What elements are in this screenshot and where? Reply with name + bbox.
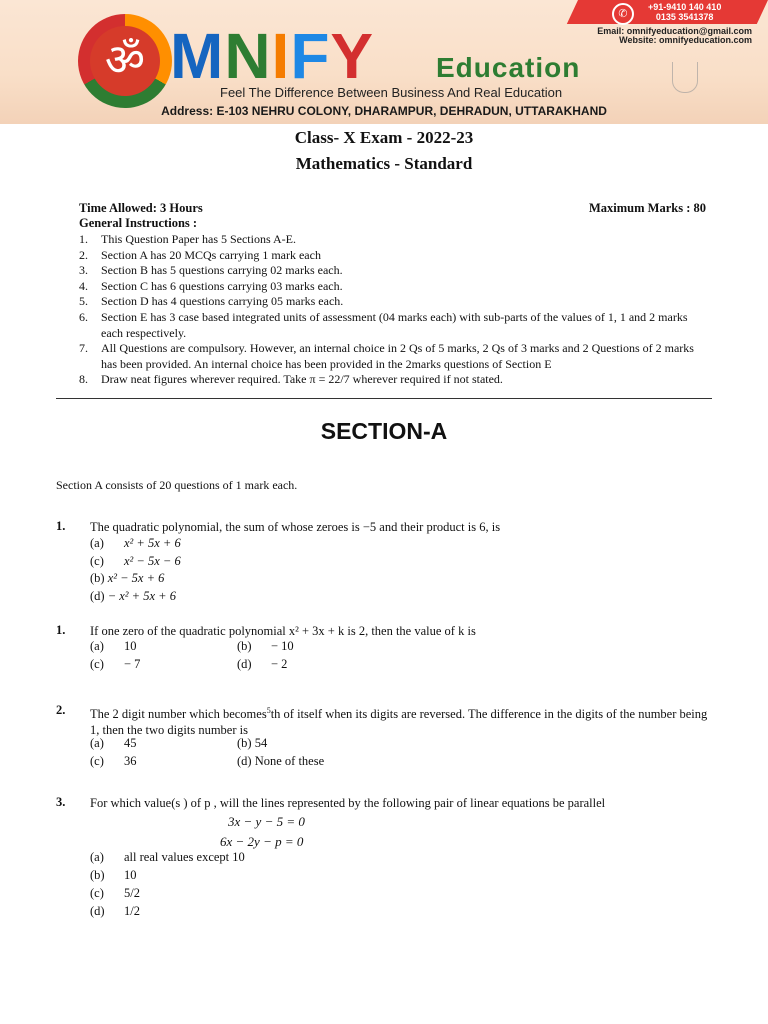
time-allowed: Time Allowed: 3 Hours — [79, 201, 203, 215]
option-c[interactable] — [90, 886, 140, 901]
instruction-number: 7. — [79, 341, 88, 356]
exam-subject: Mathematics - Standard — [295, 154, 473, 173]
option-text: all real values except 10 — [124, 850, 245, 864]
instruction-item — [79, 294, 711, 310]
address: Address: E-103 NEHRU COLONY, DHARAMPUR, DEHRADUN, UTTARAKHAND — [161, 104, 607, 118]
instruction-text: Section C has 6 questions carrying 03 marks each. — [101, 278, 343, 293]
option-label: (a) — [90, 850, 104, 864]
stem-text: The 2 digit number which becomes — [90, 707, 267, 722]
instruction-number: 1. — [79, 232, 88, 246]
question-stem: If one zero of the quadratic polynomial x² + 3x + k is 2, then the value of k is — [90, 624, 476, 638]
instruction-item — [79, 372, 711, 388]
om-glyph: ॐ — [90, 26, 160, 96]
exam-title: Class- X Exam - 2022-23 — [294, 128, 474, 147]
option-d[interactable] — [90, 904, 140, 919]
phone-2: 0135 3541378 — [655, 12, 714, 22]
option-label: (c) — [90, 754, 104, 768]
stem-text: th of itself when its digits are reversed. The difference in the digits of the number being 1, then the two digits number is — [90, 707, 708, 738]
fraction-mark: 5 — [266, 706, 271, 715]
question-number: 2. — [56, 703, 66, 717]
instructions-list — [79, 232, 711, 388]
option-label: (a) — [90, 736, 104, 750]
question-number: 1. — [56, 519, 66, 533]
option-text: − 2 — [271, 657, 288, 671]
option-c[interactable] — [90, 657, 140, 672]
website-text: Website: omnifyeducation.com — [619, 35, 752, 45]
option-a[interactable] — [90, 850, 245, 865]
instruction-text: This Question Paper has 5 Sections A-E. — [101, 232, 296, 246]
option-text: 5/2 — [124, 886, 140, 900]
option-text: x² − 5x − 6 — [124, 554, 181, 568]
section-note: Section A consists of 20 questions of 1 mark each. — [56, 478, 298, 492]
option-label: (b) — [237, 736, 252, 750]
option-label: (c) — [90, 657, 104, 671]
option-text: − 7 — [124, 657, 141, 671]
equation-1: 3x − y − 5 = 0 — [228, 814, 305, 829]
option-label: (d) — [237, 754, 252, 768]
question-stem: The quadratic polynomial, the sum of whose zeroes is −5 and their product is 6, is — [90, 520, 501, 534]
question-1 — [56, 519, 712, 535]
option-text: 10 — [124, 639, 137, 653]
instruction-item — [79, 310, 711, 341]
question-stem — [90, 703, 712, 738]
phone-numbers — [648, 2, 721, 22]
brand-letter: N — [224, 20, 272, 92]
phone-1: +91-9410 140 410 — [648, 2, 722, 12]
option-c[interactable] — [90, 754, 137, 769]
question-3 — [56, 795, 712, 811]
om-logo-icon — [78, 14, 172, 108]
brand-letter: M — [170, 20, 225, 92]
instruction-text: Section E has 3 case based integrated units of assessment (04 marks each) with sub-parts of the values of 1, 1 and 2 marks each respectively. — [101, 309, 688, 340]
flask-icon — [672, 62, 698, 93]
option-b[interactable] — [237, 639, 294, 654]
option-text: x² + 5x + 6 — [124, 536, 181, 550]
phone-icon: ✆ — [612, 3, 634, 25]
option-label: (a) — [90, 536, 104, 550]
option-label: (c) — [90, 554, 104, 568]
tagline: Feel The Difference Between Business And Real Education — [220, 85, 563, 100]
option-text: 45 — [124, 736, 137, 750]
question-2 — [56, 703, 712, 738]
option-label: (b) — [237, 639, 252, 653]
header-banner — [0, 0, 768, 124]
instruction-number: 5. — [79, 294, 88, 309]
question-1b — [56, 623, 712, 639]
option-label: (b) — [90, 571, 105, 585]
option-text: 1/2 — [124, 904, 140, 918]
option-label: (d) — [237, 657, 252, 671]
option-label: (c) — [90, 886, 104, 900]
instruction-text: Draw neat figures wherever required. Take π = 22/7 wherever required if not stated. — [101, 372, 503, 387]
instruction-item — [79, 232, 711, 248]
option-b[interactable] — [90, 868, 137, 883]
email-text: Email: omnifyeducation@gmail.com — [597, 26, 752, 36]
option-label: (d) — [90, 904, 105, 918]
question-stem: For which value(s ) of p , will the lines represented by the following pair of linear equations be parallel — [90, 796, 606, 810]
brand-name — [170, 20, 375, 92]
question-number: 3. — [56, 795, 66, 809]
option-text: 10 — [124, 868, 137, 882]
instruction-number: 4. — [79, 278, 88, 293]
instruction-number: 6. — [79, 309, 88, 324]
option-label: (b) — [90, 868, 105, 882]
option-label: (d) — [90, 589, 105, 603]
brand-letter: I — [271, 20, 291, 92]
instruction-item — [79, 263, 711, 279]
option-a[interactable] — [90, 639, 137, 654]
brand-suffix: Education — [436, 52, 581, 83]
instruction-text: All Questions are compulsory. However, an internal choice in 2 Qs of 5 marks, 2 Qs of 3 marks and 2 Questions of 2 marks has been provided. An internal choice has been provided in the 2marks questions of Section E — [101, 341, 694, 371]
option-label: (a) — [90, 639, 104, 653]
contact-info — [597, 27, 752, 45]
option-text: None of these — [254, 754, 325, 768]
instruction-text: Section A has 20 MCQs carrying 1 mark each — [101, 247, 321, 262]
option-text: 54 — [254, 736, 268, 750]
option-d[interactable] — [237, 657, 287, 672]
instruction-text: Section D has 4 questions carrying 05 marks each. — [101, 294, 344, 309]
option-b[interactable] — [237, 736, 267, 751]
equation-2: 6x − 2y − p = 0 — [220, 834, 304, 849]
option-d[interactable] — [90, 589, 176, 604]
instruction-item — [79, 248, 711, 264]
instruction-number: 8. — [79, 372, 88, 387]
divider — [56, 398, 712, 399]
option-b[interactable] — [90, 571, 164, 586]
instruction-item — [79, 341, 711, 372]
question-number: 1. — [56, 623, 66, 637]
instruction-number: 2. — [79, 247, 88, 262]
brand-letter: F — [290, 20, 331, 92]
max-marks: Maximum Marks : 80 — [589, 201, 706, 215]
option-text: − 10 — [271, 639, 294, 653]
option-text: 36 — [124, 754, 137, 768]
instructions-heading: General Instructions : — [79, 216, 198, 230]
section-title: SECTION-A — [320, 418, 448, 444]
instruction-item — [79, 279, 711, 295]
option-a[interactable] — [90, 536, 181, 551]
option-a[interactable] — [90, 736, 137, 751]
option-d[interactable] — [237, 754, 324, 769]
option-text: − x² + 5x + 6 — [107, 589, 176, 603]
option-c[interactable] — [90, 554, 181, 569]
option-text: x² − 5x + 6 — [107, 571, 165, 585]
instruction-number: 3. — [79, 263, 88, 278]
brand-letter: Y — [330, 20, 375, 92]
instruction-text: Section B has 5 questions carrying 02 marks each. — [101, 263, 343, 278]
